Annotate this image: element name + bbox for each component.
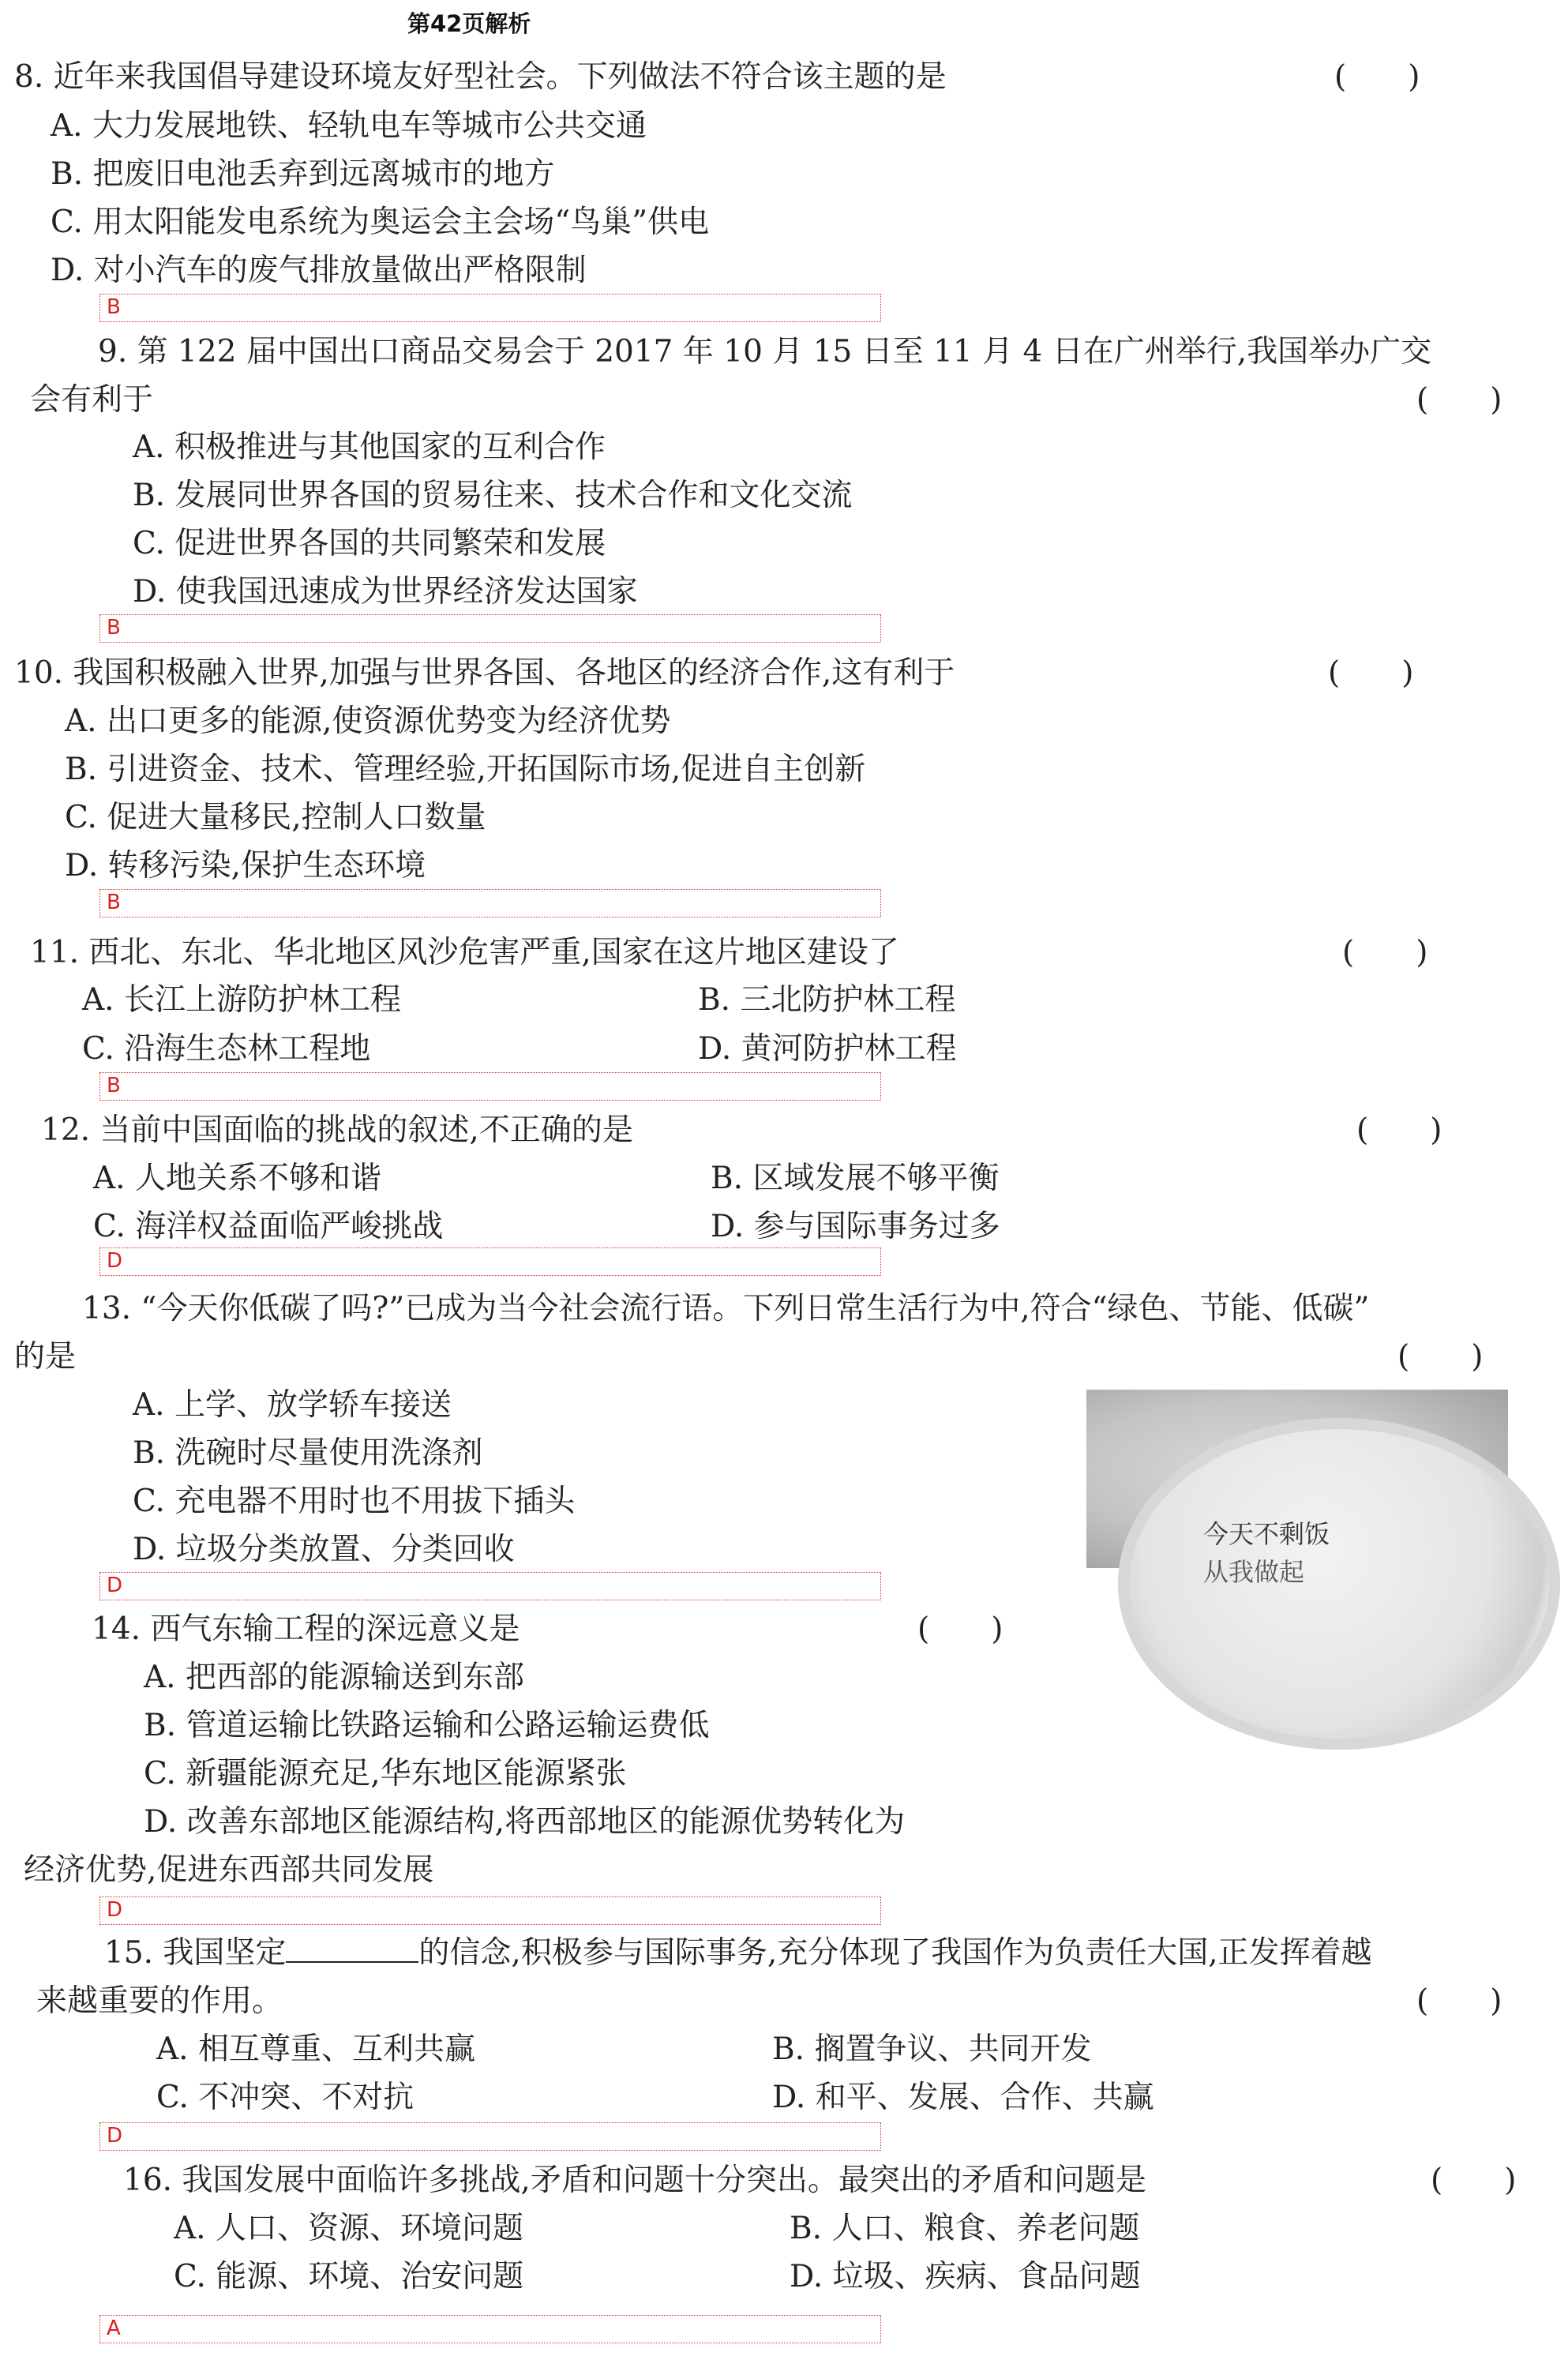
q13-option-c: C. 充电器不用时也不用拔下插头 [133,1484,576,1519]
q9-option-c: C. 促进世界各国的共同繁荣和发展 [133,526,606,561]
plate-caption: 今天不剩饭 [1203,1519,1330,1549]
page-title: 第42页解析 [407,10,531,37]
q10-option-c: C. 促进大量移民,控制人口数量 [65,800,486,835]
q8-option-a: A. 大力发展地铁、轻轨电车等城市公共交通 [51,108,647,144]
q10-answer-paren: ( ) [1328,655,1414,691]
q13-stem-cont: 的是 [14,1339,77,1375]
q15-stem-cont: 来越重要的作用。 [36,1983,283,2019]
q14-option-a: A. 把西部的能源输送到东部 [144,1660,524,1695]
q10-answer-box: B [99,889,881,917]
q16-option-d: D. 垃圾、疾病、食品问题 [790,2259,1141,2294]
q16-stem: 16. 我国发展中面临许多挑战,矛盾和问题十分突出。最突出的矛盾和问题是 [123,2163,1146,2198]
q16-answer-box: A [99,2315,881,2343]
q15-option-a: A. 相互尊重、互利共赢 [156,2031,475,2067]
q8-answer-paren: ( ) [1334,59,1420,95]
plate-caption-cut: 从我做起 [1203,1557,1305,1587]
q13-answer-box: D [99,1572,881,1600]
q11-option-c: C. 沿海生态林工程地 [82,1031,371,1067]
q9-stem: 9. 第 122 届中国出口商品交易会于 2017 年 10 月 15 日至 11 月 4 日在广州举行,我国举办广交 [98,334,1432,370]
q9-option-d: D. 使我国迅速成为世界经济发达国家 [133,574,638,610]
q11-option-a: A. 长江上游防护林工程 [82,982,401,1018]
q8-answer-box: B [99,294,881,322]
q14-option-d: D. 改善东部地区能源结构,将西部地区的能源优势转化为 [144,1804,906,1840]
q14-answer-box: D [99,1896,881,1925]
q11-option-b: B. 三北防护林工程 [698,982,956,1018]
q13-option-b: B. 洗碗时尽量使用洗涤剂 [133,1435,483,1471]
plate-image [1118,1418,1560,1750]
q15-blank [286,1938,418,1963]
q13-stem: 13. “今天你低碳了吗?”已成为当今社会流行语。下列日常生活行为中,符合“绿色、节能、低碳” [82,1291,1370,1326]
q13-option-a: A. 上学、放学轿车接送 [133,1387,452,1423]
q12-answer-box: D [99,1247,881,1276]
q11-answer-paren: ( ) [1342,935,1428,970]
q12-option-b: B. 区域发展不够平衡 [711,1161,1000,1196]
q9-stem-cont: 会有利于 [30,382,154,418]
q12-option-c: C. 海洋权益面临严峻挑战 [93,1209,444,1244]
q11-answer-box: B [99,1072,881,1101]
q15-option-d: D. 和平、发展、合作、共赢 [772,2080,1154,2115]
q15-option-b: B. 搁置争议、共同开发 [772,2031,1092,2067]
q11-option-d: D. 黄河防护林工程 [698,1031,957,1067]
q16-option-c: C. 能源、环境、治安问题 [174,2259,524,2294]
q14-option-c: C. 新疆能源充足,华东地区能源紧张 [144,1756,627,1791]
q11-stem: 11. 西北、东北、华北地区风沙危害严重,国家在这片地区建设了 [30,935,899,970]
q15-stem-end: 的信念,积极参与国际事务,充分体现了我国作为负责任大国,正发挥着越 [418,1935,1372,1971]
q14-option-d-cont: 经济优势,促进东西部共同发展 [24,1852,434,1888]
q12-option-a: A. 人地关系不够和谐 [93,1161,381,1196]
q10-option-a: A. 出口更多的能源,使资源优势变为经济优势 [65,703,671,739]
q9-option-a: A. 积极推进与其他国家的互利合作 [133,430,606,465]
plate-photo [1086,1390,1508,1587]
q9-answer-paren: ( ) [1416,382,1502,418]
q14-stem: 14. 西气东输工程的深远意义是 [92,1611,520,1647]
q15-answer-box: D [99,2122,881,2151]
q16-option-a: A. 人口、资源、环境问题 [174,2211,523,2246]
q8-option-b: B. 把废旧电池丢弃到远离城市的地方 [51,156,555,192]
q14-option-b: B. 管道运输比铁路运输和公路运输运费低 [144,1708,710,1743]
q14-answer-paren: ( ) [917,1611,1003,1647]
q15-stem [104,1934,1372,1972]
q16-option-b: B. 人口、粮食、养老问题 [790,2211,1140,2246]
q9-option-b: B. 发展同世界各国的贸易往来、技术合作和文化交流 [133,478,853,513]
q8-option-c: C. 用太阳能发电系统为奥运会主会场“鸟巢”供电 [51,204,710,240]
q12-stem: 12. 当前中国面临的挑战的叙述,不正确的是 [41,1112,633,1148]
q8-option-d: D. 对小汽车的废气排放量做出严格限制 [51,253,587,288]
q10-stem: 10. 我国积极融入世界,加强与世界各国、各地区的经济合作,这有利于 [14,655,955,691]
q10-option-d: D. 转移污染,保护生态环境 [65,848,426,884]
q12-option-d: D. 参与国际事务过多 [711,1209,1000,1244]
q16-answer-paren: ( ) [1431,2163,1517,2198]
q12-answer-paren: ( ) [1356,1112,1442,1148]
q13-option-d: D. 垃圾分类放置、分类回收 [133,1532,515,1567]
q8-stem: 8. 近年来我国倡导建设环境友好型社会。下列做法不符合该主题的是 [14,59,947,95]
q13-answer-paren: ( ) [1397,1339,1484,1375]
q15-answer-paren: ( ) [1416,1983,1502,2019]
q15-option-c: C. 不冲突、不对抗 [156,2080,415,2115]
q10-option-b: B. 引进资金、技术、管理经验,开拓国际市场,促进自主创新 [65,752,866,787]
q15-stem-start: 15. 我国坚定 [104,1935,287,1971]
q9-answer-box: B [99,614,881,643]
